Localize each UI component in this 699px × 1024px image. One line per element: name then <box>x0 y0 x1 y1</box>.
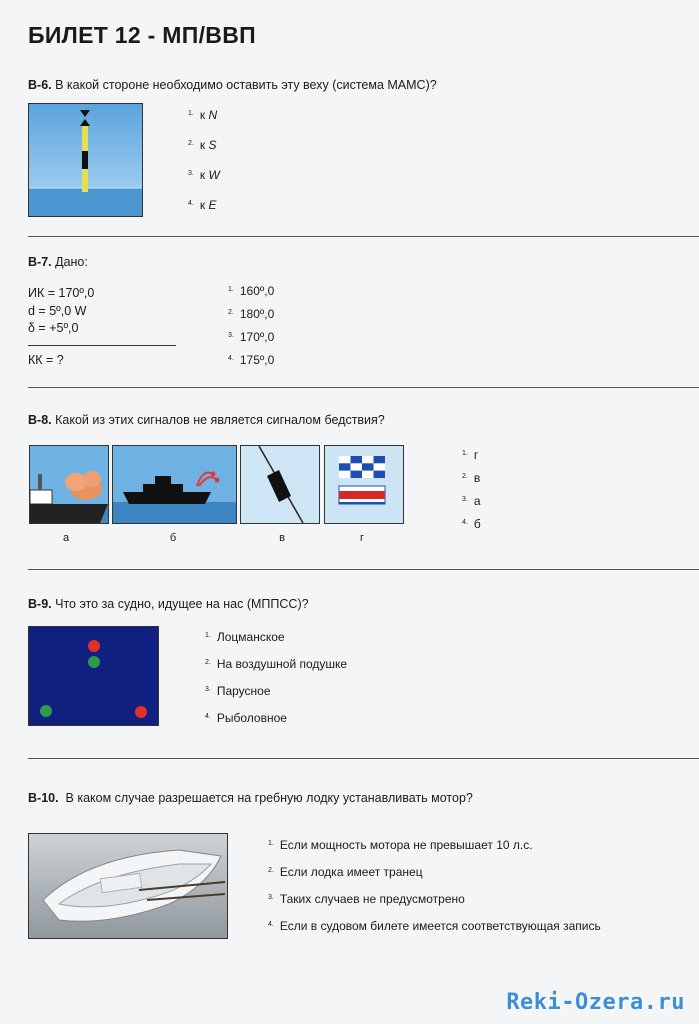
signal-image-g <box>324 445 404 524</box>
divider <box>28 569 699 570</box>
question-number: В-6. <box>28 78 52 92</box>
q6-options <box>188 108 220 228</box>
given-line: d = 5º,0 W <box>28 303 87 318</box>
ship-flare-signal-illustration <box>113 446 236 523</box>
divider <box>28 758 699 759</box>
rowboat-image <box>28 833 228 939</box>
option-4[interactable]: 4. Рыболовное <box>205 711 287 725</box>
signal-image-a <box>29 445 109 524</box>
image-label-g: г <box>359 532 364 544</box>
given-line: δ = +5º,0 <box>28 321 79 335</box>
divider <box>28 387 699 388</box>
page-title: БИЛЕТ 12 - МП/ВВП <box>28 22 256 48</box>
black-shape-signal-illustration <box>241 446 319 523</box>
signal-flags-illustration <box>325 446 403 523</box>
watermark-link[interactable]: Reki-Ozera.ru <box>506 990 685 1015</box>
question-9 <box>28 597 309 611</box>
option-2[interactable]: 2. Если лодка имеет транец <box>268 865 423 879</box>
q9-options <box>205 630 347 738</box>
option-2[interactable]: 2. На воздушной подушке <box>205 657 348 671</box>
option-3[interactable]: 3. Парусное <box>205 684 271 698</box>
question-number: В-9. <box>28 597 52 611</box>
divider <box>28 236 699 237</box>
question-number: В-7. <box>28 255 52 269</box>
option-1[interactable]: 1. 160º,0 <box>228 284 275 298</box>
question-text: Какой из этих сигналов не является сигналом бедствия? <box>55 413 385 427</box>
question-text: В какой стороне необходимо оставить эту веху (система МАМС)? <box>55 78 437 92</box>
option-2[interactable]: 2. в <box>462 471 481 485</box>
signal-image-v <box>240 445 320 524</box>
given-underline <box>28 345 176 346</box>
question-10 <box>28 791 473 805</box>
option-1[interactable]: 1. г <box>462 448 479 462</box>
rowboat-illustration <box>29 834 227 938</box>
signal-image-b <box>112 445 237 524</box>
option-4[interactable]: 4. Если в судовом билете имеется соответствующая запись <box>268 919 601 933</box>
spar-buoy-illustration <box>29 104 142 216</box>
q10-options <box>268 838 601 946</box>
option-2[interactable]: 2. к S <box>188 138 217 152</box>
find-value: КК = ? <box>28 353 64 367</box>
option-1[interactable]: 1. к N <box>188 108 218 122</box>
question-number: В-10. <box>28 791 59 805</box>
given-values <box>28 285 94 338</box>
question-8 <box>28 413 385 427</box>
option-3[interactable]: 3. а <box>462 494 481 508</box>
given-line: ИК = 170º,0 <box>28 286 95 300</box>
option-4[interactable]: 4. б <box>462 517 481 531</box>
question-number: В-8. <box>28 413 52 427</box>
option-1[interactable]: 1. Если мощность мотора не превышает 10 л.с. <box>268 838 533 852</box>
option-1[interactable]: 1. Лоцманское <box>205 630 285 644</box>
buoy-image <box>28 103 143 217</box>
image-label-a: а <box>62 532 70 544</box>
q8-options <box>462 448 481 540</box>
image-label-v: в <box>279 532 285 544</box>
option-4[interactable]: 4. 175º,0 <box>228 353 275 367</box>
q7-options <box>228 284 274 376</box>
question-text: В каком случае разрешается на гребную лодку устанавливать мотор? <box>65 791 473 805</box>
night-lights-image <box>28 626 159 726</box>
option-3[interactable]: 3. к W <box>188 168 220 182</box>
orange-smoke-signal-illustration <box>30 446 108 523</box>
option-4[interactable]: 4. к E <box>188 198 217 212</box>
question-6 <box>28 78 437 92</box>
option-2[interactable]: 2. 180º,0 <box>228 307 275 321</box>
option-3[interactable]: 3. Таких случаев не предусмотрено <box>268 892 465 906</box>
question-text: Дано: <box>55 255 88 269</box>
vessel-lights-illustration <box>29 627 158 725</box>
option-3[interactable]: 3. 170º,0 <box>228 330 275 344</box>
image-label-b: б <box>169 532 177 544</box>
question-7 <box>28 255 88 269</box>
question-text: Что это за судно, идущее на нас (МППСС)? <box>55 597 309 611</box>
